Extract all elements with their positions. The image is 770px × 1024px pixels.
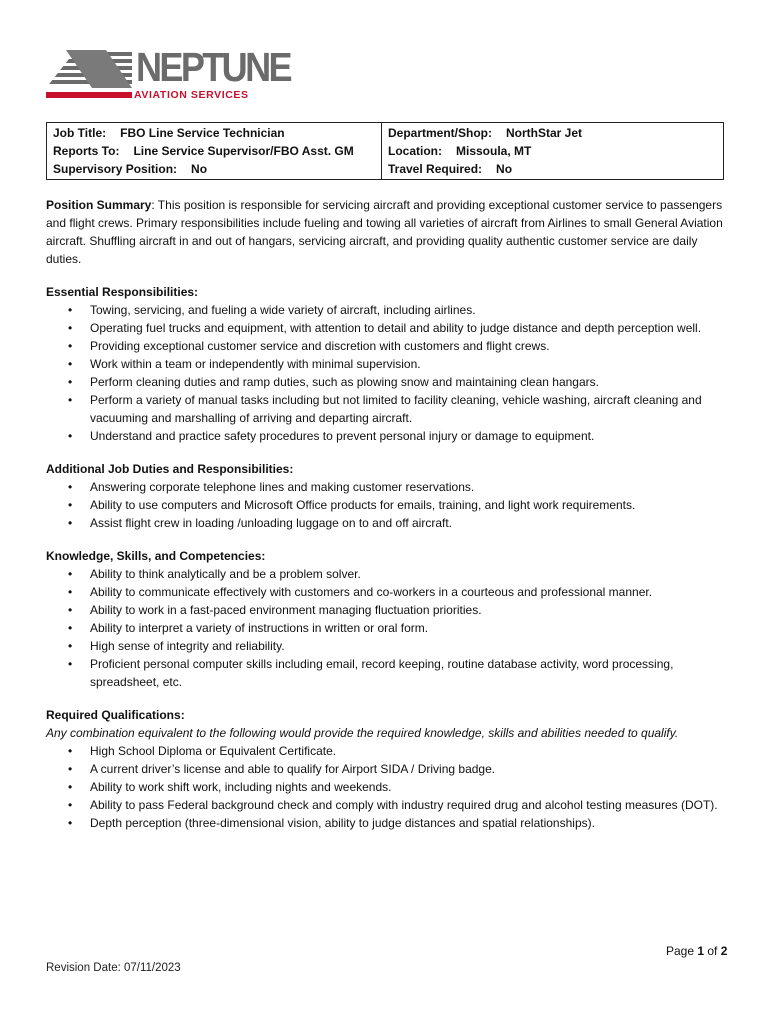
page-of: of xyxy=(704,944,721,958)
revision-date: Revision Date: 07/11/2023 xyxy=(46,962,181,974)
location-value: Missoula, MT xyxy=(456,144,532,158)
job-title-value: FBO Line Service Technician xyxy=(120,126,285,140)
essential-list xyxy=(46,301,730,445)
company-logo xyxy=(46,44,290,104)
list-item: • High sense of integrity and reliability. xyxy=(46,637,730,655)
logo-red-bar xyxy=(46,92,132,98)
list-item: • Providing exceptional customer service and discretion with customers and flight crews. xyxy=(46,337,730,355)
job-title-row xyxy=(53,124,375,142)
page-prefix: Page xyxy=(666,944,698,958)
page-total: 2 xyxy=(720,944,728,958)
list-item: • A current driver’s license and able to qualify for Airport SIDA / Driving badge. xyxy=(46,760,730,778)
qualifications-intro: Any combination equivalent to the following would provide the required knowledge, skills and abilities needed to qualify. xyxy=(46,726,679,740)
travel-value: No xyxy=(496,162,513,176)
job-info-table xyxy=(46,122,724,180)
knowledge-heading: Knowledge, Skills, and Competencies: xyxy=(46,549,266,563)
additional-list xyxy=(46,478,730,532)
qualifications-list xyxy=(46,742,730,832)
summary-label: Position Summary xyxy=(46,198,152,212)
list-item: • Ability to think analytically and be a problem solver. xyxy=(46,565,730,583)
list-item: • Perform a variety of manual tasks including but not limited to facility cleaning, vehicle washing, aircraft cleaning and vacuuming and marshalling of arriving and departing aircraft. xyxy=(46,391,730,427)
list-item: • Perform cleaning duties and ramp duties, such as plowing snow and maintaining clean hangars. xyxy=(46,373,730,391)
page-number xyxy=(666,944,727,958)
logo-subtitle: AVIATION SERVICES xyxy=(134,89,249,101)
summary-text: : This position is responsible for servicing aircraft and providing exceptional customer service to passengers and flight crews. Primary responsibilities include fueling and towing all varieties of aircraft from Airlines to small General Aviation aircraft. Shuffling aircraft in and out of hangars, servicing aircraft, and providing quality authentic customer service are daily duties. xyxy=(46,198,723,266)
list-item: • Ability to work in a fast-paced environment managing fluctuation priorities. xyxy=(46,601,730,619)
job-info-left xyxy=(47,123,382,180)
page-current: 1 xyxy=(697,944,705,958)
supervisory-label: Supervisory Position: xyxy=(53,162,178,176)
logo-stripes-mark xyxy=(46,50,132,88)
location-label: Location: xyxy=(388,144,442,158)
list-item: • Ability to interpret a variety of instructions in written or oral form. xyxy=(46,619,730,637)
list-item: • Work within a team or independently with minimal supervision. xyxy=(46,355,730,373)
location-row xyxy=(388,142,717,160)
list-item: • Understand and practice safety procedures to prevent personal injury or damage to equipment. xyxy=(46,427,730,445)
list-item: • Ability to work shift work, including nights and weekends. xyxy=(46,778,730,796)
list-item: • Ability to pass Federal background check and comply with industry required drug and alcohol testing measures (DOT). xyxy=(46,796,730,814)
reports-to-label: Reports To: xyxy=(53,144,120,158)
reports-to-row xyxy=(53,142,375,160)
department-value: NorthStar Jet xyxy=(506,126,583,140)
supervisory-value: No xyxy=(191,162,208,176)
qualifications-section xyxy=(46,706,730,832)
knowledge-list xyxy=(46,565,730,691)
department-label: Department/Shop: xyxy=(388,126,493,140)
list-item: • Towing, servicing, and fueling a wide variety of aircraft, including airlines. xyxy=(46,301,730,319)
list-item: • Ability to use computers and Microsoft Office products for emails, training, and light work requirements. xyxy=(46,496,730,514)
list-item: • Assist flight crew in loading /unloading luggage on to and off aircraft. xyxy=(46,514,730,532)
reports-to-value: Line Service Supervisor/FBO Asst. GM xyxy=(133,144,354,158)
list-item: • High School Diploma or Equivalent Certificate. xyxy=(46,742,730,760)
list-item: • Ability to communicate effectively with customers and co-workers in a courteous and professional manner. xyxy=(46,583,730,601)
job-info-right xyxy=(382,123,724,180)
qualifications-heading: Required Qualifications: xyxy=(46,708,185,722)
list-item: • Answering corporate telephone lines and making customer reservations. xyxy=(46,478,730,496)
list-item: • Proficient personal computer skills including email, record keeping, routine database activity, word processing, spreadsheet, etc. xyxy=(46,655,730,691)
essential-section xyxy=(46,283,730,445)
logo-wordmark: NEPTUNE xyxy=(136,44,290,90)
department-row xyxy=(388,124,717,142)
additional-heading: Additional Job Duties and Responsibilities: xyxy=(46,462,294,476)
knowledge-section xyxy=(46,547,730,691)
job-title-label: Job Title: xyxy=(53,126,107,140)
travel-label: Travel Required: xyxy=(388,162,483,176)
position-summary xyxy=(46,196,730,268)
job-description-body xyxy=(46,196,730,832)
list-item: • Depth perception (three-dimensional vision, ability to judge distances and spatial relationships). xyxy=(46,814,730,832)
travel-row xyxy=(388,160,717,178)
essential-heading: Essential Responsibilities: xyxy=(46,285,199,299)
additional-section xyxy=(46,460,730,532)
supervisory-row xyxy=(53,160,375,178)
list-item: • Operating fuel trucks and equipment, with attention to detail and ability to judge distance and depth perception well. xyxy=(46,319,730,337)
